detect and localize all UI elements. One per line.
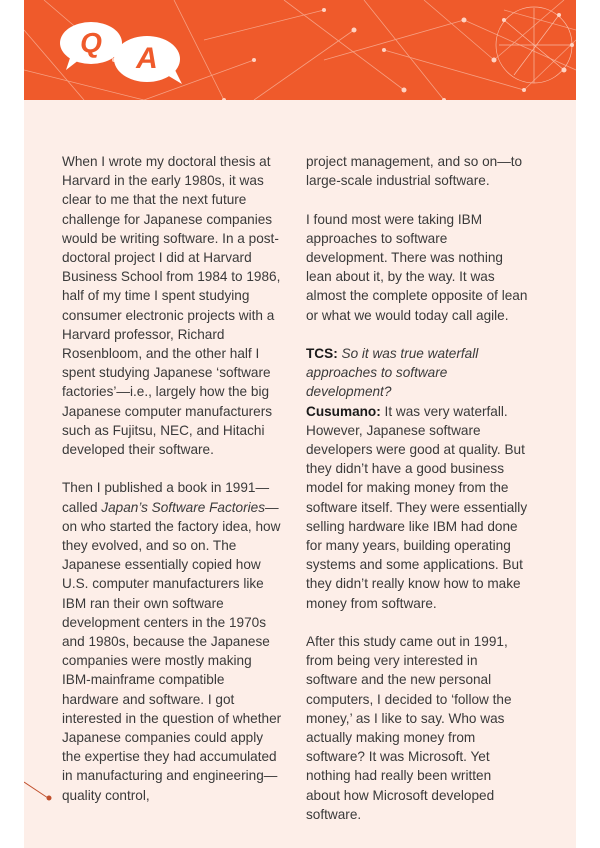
a-letter: A — [136, 42, 158, 75]
interviewer-label: TCS: — [306, 346, 338, 361]
left-column — [62, 152, 282, 824]
a-bubble — [114, 36, 180, 82]
book-title: Japan’s Software Factories — [101, 499, 266, 515]
left-paragraph-2-end: —on who started the factory idea, how they evolved, and so on. The Japanese essentially copied how U.S. computer manufacturers like IBM ran their own software development centers in the 1970s and 1980s, because the Japanese companies were mostly making IBM-mainframe compatible hardware and software. I got interested in the question of whether Japanese companies could apply the expertise they had accumulated in manufacturing and engineering—quality control, — [62, 499, 282, 803]
q-bubble — [60, 22, 122, 64]
left-paragraph-2-start: Then I published a book in 1991—called — [62, 480, 270, 515]
right-column — [306, 152, 528, 843]
left-paragraph-2 — [62, 478, 282, 804]
right-paragraph-4: After this study came out in 1991, from being very interested in software and the new personal computers, I decided to ‘follow the money,’ as I like to say. Who was actually making money from software? It was Microsoft. Yet nothing had really been written about how Microsoft developed software. — [306, 634, 512, 822]
right-paragraph-1: project management, and so on—to large-scale industrial software. — [306, 154, 523, 189]
answer-text: It was very waterfall. However, Japanese software developers were good at quality. But they didn’t have a good business model for making money from the software itself. They were essentially selling hardware like IBM had done for many years, building operating systems and some applications. But they didn’t really know how to make money from software. — [306, 403, 528, 611]
left-paragraph-1: When I wrote my doctoral thesis at Harvard in the early 1980s, it was clear to me that the next future challenge for Japanese companies would be writing software. In a post-doctoral project I did at Harvard Business School from 1984 to 1986, half of my time I spent studying consumer electronic projects with a Harvard professor, Richard Rosenbloom, and the other half I spent studying Japanese ‘software factories’—i.e., largely how the big Japanese computer manufacturers such as Fujitsu, NEC, and Hitachi developed their software. — [62, 154, 281, 458]
answer-label: Cusumano: — [306, 403, 381, 419]
q-letter: Q — [80, 27, 102, 58]
corner-line-decoration — [24, 780, 54, 802]
interview-exchange — [306, 344, 528, 613]
header-banner — [24, 0, 576, 100]
interviewer-question: So it was true waterfall approaches to software development? — [306, 346, 479, 400]
right-paragraph-2: I found most were taking IBM approaches to software development. There was nothing lean about it, by the way. It was almost the complete opposite of lean or what we would today call agile. — [306, 211, 528, 323]
